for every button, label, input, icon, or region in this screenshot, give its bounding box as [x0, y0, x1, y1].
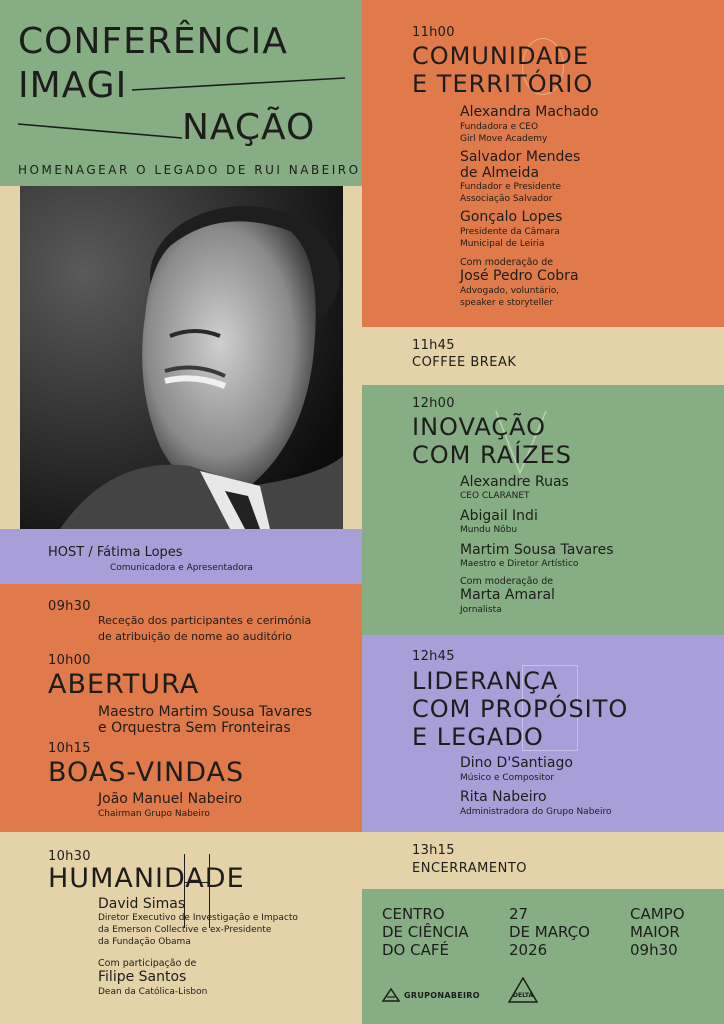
- venue-time: 09h30: [630, 941, 678, 959]
- coffee-section: [362, 327, 724, 385]
- opening-line-2: e Orquestra Sem Fronteiras: [98, 720, 291, 736]
- portrait-illustration: [20, 186, 343, 529]
- coffee-label: COFFEE BREAK: [412, 355, 517, 370]
- lideranca-time: 12h45: [412, 649, 455, 664]
- venue-date-3: 2026: [509, 941, 548, 959]
- comunidade-time: 11h00: [412, 25, 455, 40]
- speaker-role: Administradora do Grupo Nabeiro: [460, 807, 612, 817]
- speaker-name: Alexandre Ruas: [460, 474, 569, 490]
- moderation-label: Com moderação de: [460, 576, 554, 587]
- humanidade-role-3: da Fundação Obama: [98, 937, 191, 947]
- lideranca-title-2: COM PROPÓSITO: [412, 695, 629, 723]
- inovacao-time: 12h00: [412, 396, 455, 411]
- participant-role: Dean da Católica-Lisbon: [98, 987, 208, 997]
- speaker-role: Associação Salvador: [460, 194, 553, 204]
- lideranca-section: [362, 635, 724, 832]
- reception-text-1: Receção dos participantes e cerimónia: [98, 614, 312, 627]
- speaker-role: Fundadora e CEO: [460, 122, 539, 132]
- encerramento-section: [362, 832, 724, 889]
- title-line-2: IMAGI: [18, 65, 128, 106]
- humanidade-role-2: da Emerson Collective e ex-Presidente: [98, 925, 272, 935]
- host-role: Comunicadora e Apresentadora: [110, 563, 253, 573]
- venue-section: [362, 889, 724, 1024]
- speaker-role: Municipal de Leiria: [460, 239, 545, 249]
- speaker-role: CEO CLARANET: [460, 491, 530, 501]
- comunidade-title-2: E TERRITÓRIO: [412, 70, 594, 98]
- speaker-name: Alexandra Machado: [460, 104, 599, 120]
- humanidade-title: HUMANIDADE: [48, 863, 245, 894]
- title-decor-lines: [0, 0, 362, 186]
- speaker-role: Fundador e Presidente: [460, 182, 562, 192]
- encerramento-time: 13h15: [412, 843, 455, 858]
- speaker-role: Presidente da Câmara: [460, 227, 560, 237]
- humanidade-time: 10h30: [48, 849, 91, 864]
- speaker-name: Dino D'Santiago: [460, 755, 573, 771]
- speaker-name-cont: de Almeida: [460, 165, 540, 181]
- inovacao-title-1: INOVAÇÃO: [412, 413, 547, 441]
- title-line-3: NAÇÃO: [182, 107, 316, 148]
- subtitle: HOMENAGEAR O LEGADO DE RUI NABEIRO: [18, 163, 361, 177]
- speaker-name: Abigail Indi: [460, 508, 538, 524]
- portrait-photo: [20, 186, 343, 529]
- participation-label: Com participação de: [98, 958, 197, 969]
- venue-city-1: CAMPO: [630, 905, 685, 923]
- speaker-role: Mundu Nôbu: [460, 525, 518, 535]
- grupo-nabeiro-logo-icon: [382, 988, 400, 1002]
- title-block: [0, 0, 362, 186]
- moderator-role: speaker e storyteller: [460, 298, 553, 308]
- speaker-name: Martim Sousa Tavares: [460, 542, 614, 558]
- reception-text-2: de atribuição de nome ao auditório: [98, 630, 292, 643]
- welcome-name: João Manuel Nabeiro: [98, 791, 243, 807]
- grupo-nabeiro-logo: GRUPONABEIRO: [404, 991, 480, 1000]
- humanidade-speaker: David Simas: [98, 896, 186, 912]
- reception-time: 09h30: [48, 599, 91, 614]
- moderation-label: Com moderação de: [460, 257, 554, 268]
- speaker-name: Salvador Mendes: [460, 149, 581, 165]
- inovacao-title-2: COM RAÍZES: [412, 441, 573, 469]
- speaker-name: Rita Nabeiro: [460, 789, 547, 805]
- coffee-time: 11h45: [412, 338, 455, 353]
- delta-logo: DELTA: [513, 992, 534, 999]
- venue-date-2: DE MARÇO: [509, 923, 590, 941]
- moderator-name: Marta Amaral: [460, 587, 555, 603]
- participant-name: Filipe Santos: [98, 969, 187, 985]
- venue-place-2: DE CIÊNCIA: [382, 923, 469, 941]
- opening-line-1: Maestro Martim Sousa Tavares: [98, 704, 313, 720]
- humanidade-role-1: Diretor Executivo de Investigação e Impacto: [98, 913, 298, 923]
- venue-date-1: 27: [509, 905, 529, 923]
- opening-time: 10h00: [48, 653, 91, 668]
- host-section: [0, 529, 362, 584]
- venue-place-3: DO CAFÉ: [382, 941, 449, 959]
- speaker-role: Músico e Compositor: [460, 773, 555, 783]
- lideranca-title-3: E LEGADO: [412, 723, 544, 751]
- comunidade-section: [362, 0, 724, 327]
- opening-title: ABERTURA: [48, 669, 200, 700]
- host-name: HOST / Fátima Lopes: [48, 545, 183, 560]
- welcome-time: 10h15: [48, 741, 91, 756]
- speaker-role: Maestro e Diretor Artístico: [460, 559, 579, 569]
- inovacao-section: [362, 385, 724, 635]
- delta-logo-icon: [508, 977, 538, 1003]
- title-line-1: CONFERÊNCIA: [18, 21, 288, 62]
- moderator-role: Jornalista: [460, 605, 502, 615]
- venue-place-1: CENTRO: [382, 905, 445, 923]
- encerramento-label: ENCERRAMENTO: [412, 861, 527, 876]
- welcome-role: Chairman Grupo Nabeiro: [98, 809, 210, 819]
- lideranca-title-1: LIDERANÇA: [412, 667, 559, 695]
- moderator-role: Advogado, voluntário,: [460, 286, 560, 296]
- welcome-title: BOAS-VINDAS: [48, 757, 245, 788]
- humanidade-section: [0, 832, 362, 1024]
- morning-section: [0, 584, 362, 832]
- moderator-name: José Pedro Cobra: [460, 268, 579, 284]
- speaker-role: Girl Move Academy: [460, 134, 548, 144]
- comunidade-title-1: COMUNIDADE: [412, 42, 590, 70]
- speaker-name: Gonçalo Lopes: [460, 209, 563, 225]
- venue-city-2: MAIOR: [630, 923, 680, 941]
